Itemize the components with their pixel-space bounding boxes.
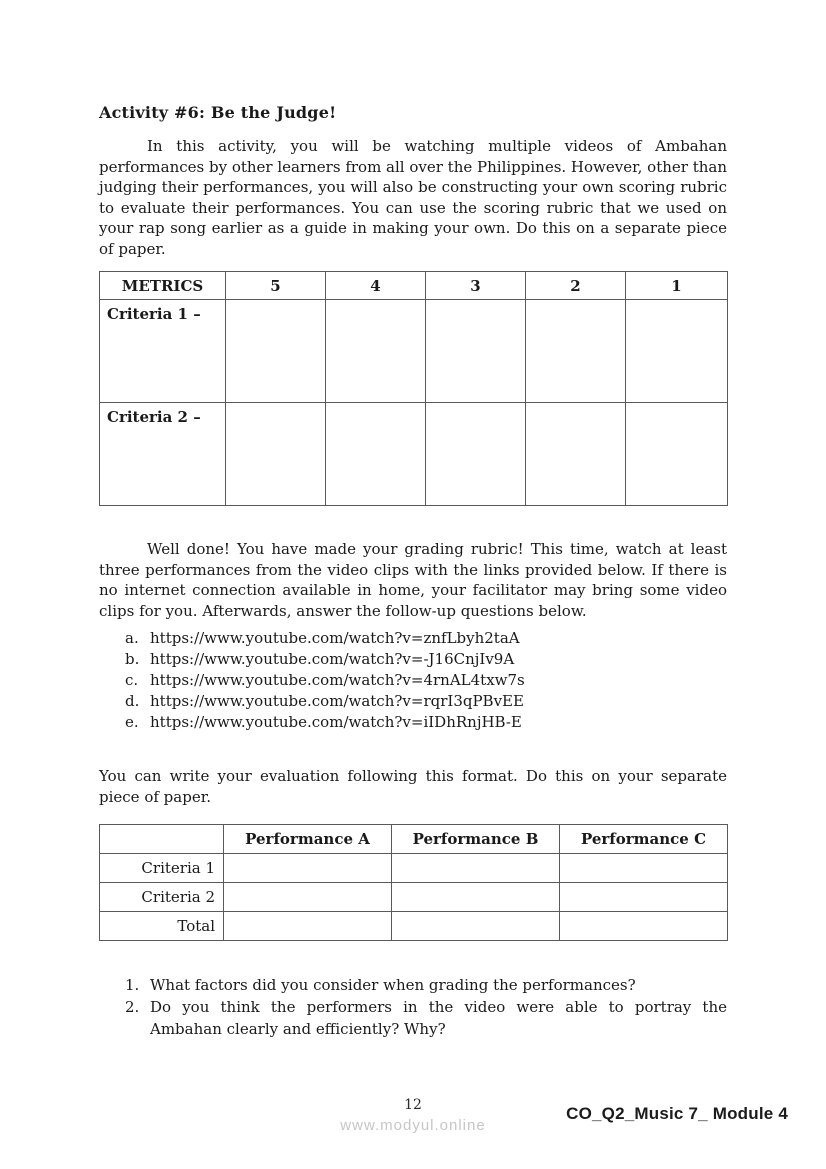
question-item bbox=[99, 996, 727, 1040]
youtube-link: https://www.youtube.com/watch?v=znfLbyh2taA bbox=[150, 629, 520, 647]
evaluation-total-row bbox=[100, 912, 728, 941]
question-item bbox=[99, 974, 727, 996]
page-number: 12 bbox=[404, 1097, 422, 1113]
question-number: 2. bbox=[125, 998, 140, 1016]
evaluation-header-row bbox=[100, 825, 728, 854]
rubric-empty-cell bbox=[526, 403, 626, 506]
video-link-item bbox=[99, 670, 727, 691]
evaluation-row-label: Criteria 1 bbox=[100, 854, 224, 883]
evaluation-header-blank bbox=[100, 825, 224, 854]
rubric-empty-cell bbox=[426, 300, 526, 403]
rubric-table bbox=[99, 271, 728, 506]
evaluation-row-label: Total bbox=[100, 912, 224, 941]
evaluation-empty-cell bbox=[392, 912, 560, 941]
link-marker: e. bbox=[125, 713, 139, 731]
youtube-link: https://www.youtube.com/watch?v=-J16CnjIv9A bbox=[150, 650, 515, 668]
intro-paragraph: In this activity, you will be watching multiple videos of Ambahan performances by other learners from all over the Philippines. However, other than judging their performances, you will also be constructing your own scoring rubric to evaluate their performances. You can use the scoring rubric that we used on your rap song earlier as a guide in making your own. Do this on a separate piece of paper. bbox=[99, 137, 728, 258]
rubric-empty-cell bbox=[626, 300, 728, 403]
question-number: 1. bbox=[125, 976, 140, 994]
format-paragraph: You can write your evaluation following this format. Do this on your separate piece of paper. bbox=[99, 767, 727, 806]
rubric-empty-cell bbox=[326, 403, 426, 506]
middle-paragraph: Well done! You have made your grading rubric! This time, watch at least three performances from the video clips with the links provided below. If there is no internet connection available in home, your facilitator may bring some video clips for you. Afterwards, answer the follow-up questions below. bbox=[99, 540, 727, 620]
link-marker: d. bbox=[125, 692, 140, 710]
evaluation-empty-cell bbox=[560, 912, 728, 941]
evaluation-header-performance-b: Performance B bbox=[392, 825, 560, 854]
rubric-header-1: 1 bbox=[626, 272, 728, 300]
evaluation-table bbox=[99, 824, 728, 941]
rubric-empty-cell bbox=[426, 403, 526, 506]
video-link-item bbox=[99, 691, 727, 712]
evaluation-empty-cell bbox=[224, 854, 392, 883]
link-marker: a. bbox=[125, 629, 139, 647]
video-link-item bbox=[99, 712, 727, 733]
watermark-text: www.modyul.online bbox=[340, 1117, 486, 1134]
rubric-empty-cell bbox=[526, 300, 626, 403]
evaluation-empty-cell bbox=[224, 883, 392, 912]
youtube-link: https://www.youtube.com/watch?v=iIDhRnjHB-E bbox=[150, 713, 522, 731]
evaluation-empty-cell bbox=[560, 883, 728, 912]
activity-title: Activity #6: Be the Judge! bbox=[99, 103, 337, 122]
criteria-2-label: Criteria 2 – bbox=[100, 403, 226, 506]
rubric-empty-cell bbox=[326, 300, 426, 403]
question-text: Do you think the performers in the video were able to portray the Ambahan clearly and efficiently? Why? bbox=[150, 998, 727, 1038]
evaluation-criteria-1-row bbox=[100, 854, 728, 883]
rubric-header-row bbox=[100, 272, 728, 300]
rubric-empty-cell bbox=[226, 300, 326, 403]
evaluation-row-label: Criteria 2 bbox=[100, 883, 224, 912]
question-text: What factors did you consider when grading the performances? bbox=[150, 976, 636, 994]
rubric-header-metrics: METRICS bbox=[100, 272, 226, 300]
video-links-list bbox=[99, 628, 727, 733]
rubric-header-5: 5 bbox=[226, 272, 326, 300]
rubric-header-2: 2 bbox=[526, 272, 626, 300]
video-link-item bbox=[99, 628, 727, 649]
evaluation-empty-cell bbox=[560, 854, 728, 883]
rubric-header-3: 3 bbox=[426, 272, 526, 300]
evaluation-criteria-2-row bbox=[100, 883, 728, 912]
criteria-1-label: Criteria 1 – bbox=[100, 300, 226, 403]
evaluation-empty-cell bbox=[392, 854, 560, 883]
rubric-empty-cell bbox=[626, 403, 728, 506]
rubric-empty-cell bbox=[226, 403, 326, 506]
module-label: CO_Q2_Music 7_ Module 4 bbox=[566, 1104, 788, 1123]
link-marker: c. bbox=[125, 671, 139, 689]
evaluation-header-performance-c: Performance C bbox=[560, 825, 728, 854]
evaluation-empty-cell bbox=[392, 883, 560, 912]
rubric-header-4: 4 bbox=[326, 272, 426, 300]
rubric-criteria-2-row bbox=[100, 403, 728, 506]
youtube-link: https://www.youtube.com/watch?v=rqrI3qPBvEE bbox=[150, 692, 524, 710]
youtube-link: https://www.youtube.com/watch?v=4rnAL4txw7s bbox=[150, 671, 525, 689]
video-link-item bbox=[99, 649, 727, 670]
evaluation-header-performance-a: Performance A bbox=[224, 825, 392, 854]
follow-up-questions bbox=[99, 974, 727, 1040]
link-marker: b. bbox=[125, 650, 140, 668]
evaluation-empty-cell bbox=[224, 912, 392, 941]
rubric-criteria-1-row bbox=[100, 300, 728, 403]
